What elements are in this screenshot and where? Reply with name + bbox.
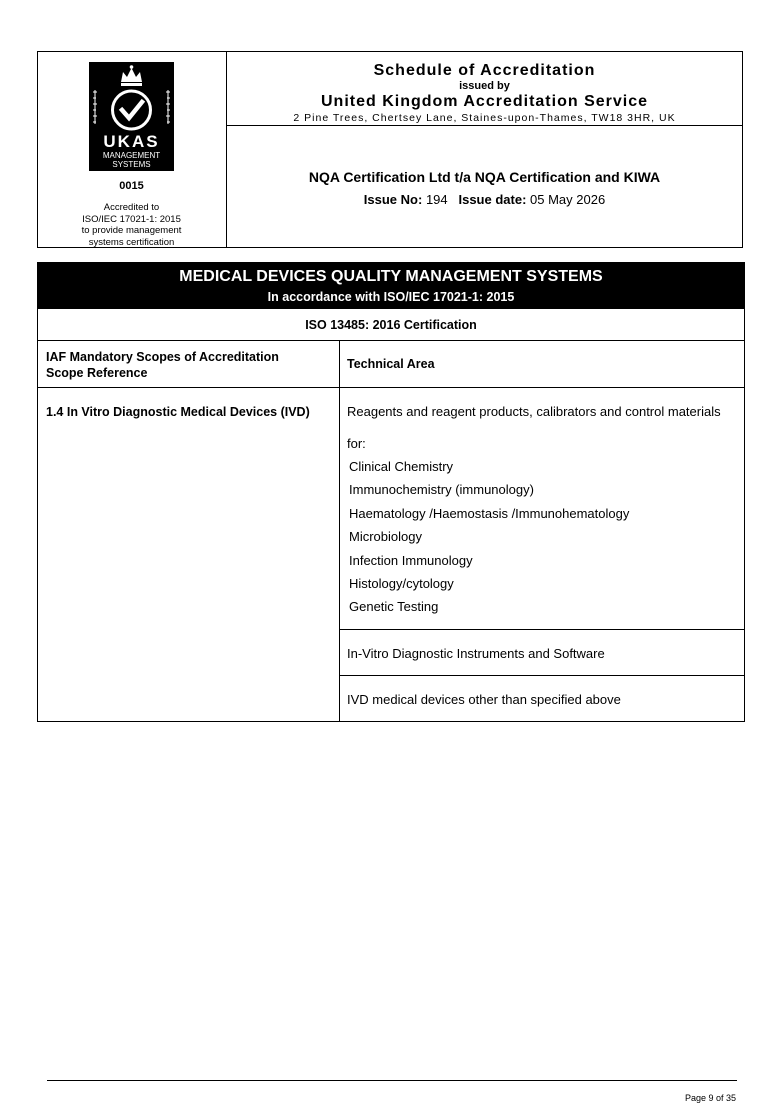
issue-date-label: Issue date: <box>458 192 527 207</box>
page-number: Page 9 of 35 <box>684 1093 736 1103</box>
issue-no-value: 194 <box>425 192 448 207</box>
section-subtitle: In accordance with ISO/IEC 17021-1: 2015 <box>267 290 515 304</box>
logo-brand: UKAS <box>103 132 160 151</box>
list-item: Genetic Testing <box>349 599 439 615</box>
footer-divider <box>47 1080 737 1081</box>
section-title: MEDICAL DEVICES QUALITY MANAGEMENT SYSTEMS <box>179 268 603 285</box>
logo-cell <box>38 52 227 247</box>
title-cell <box>227 52 742 126</box>
technical-area-header: Technical Area <box>347 357 435 371</box>
header-row-divider <box>38 387 744 388</box>
scope-column-header-line2: Scope Reference <box>46 366 148 380</box>
technical-area-main: Reagents and reagent products, calibrators and control materials <box>347 404 721 419</box>
technical-area-instruments: In-Vitro Diagnostic Instruments and Software <box>347 646 605 661</box>
technical-area-other: IVD medical devices other than specified above <box>347 692 621 707</box>
technical-area-for: for: <box>347 436 366 451</box>
section-band <box>38 263 744 309</box>
accreditation-statement <box>38 202 225 248</box>
certification-row: ISO 13485: 2016 Certification <box>38 309 744 341</box>
list-item: Infection Immunology <box>349 552 473 568</box>
schedule-title: Schedule of Accreditation <box>373 62 596 79</box>
row-divider <box>339 675 744 676</box>
list-item: Haematology /Haemostasis /Immunohematology <box>349 505 630 521</box>
scope-reference: 1.4 In Vitro Diagnostic Medical Devices (IVD) <box>46 405 310 419</box>
accreditation-number: 0015 <box>119 180 144 192</box>
issue-date-value: 05 May 2026 <box>530 192 606 207</box>
logo-subtitle-line2: SYSTEMS <box>112 160 151 169</box>
issued-by: issued by <box>459 80 510 92</box>
list-item: Microbiology <box>349 529 422 545</box>
organisation-cell <box>227 126 742 247</box>
accreditation-header <box>37 51 743 248</box>
scope-column-header-line1: IAF Mandatory Scopes of Accreditation <box>46 350 279 364</box>
ukas-logo <box>89 62 174 171</box>
accreditation-line4: systems certification <box>88 236 175 248</box>
authority-address: 2 Pine Trees, Chertsey Lane, Staines-upon-Thames, TW18 3HR, UK <box>293 112 676 124</box>
organisation-name: NQA Certification Ltd t/a NQA Certification and KIWA <box>308 169 661 185</box>
list-item: Histology/cytology <box>349 575 454 591</box>
scope-table <box>37 262 745 722</box>
accreditation-line3: to provide management <box>81 225 182 236</box>
accreditation-line2: ISO/IEC 17021-1: 2015 <box>82 213 181 225</box>
list-item: Immunochemistry (immunology) <box>349 482 534 498</box>
logo-subtitle-line1: MANAGEMENT <box>102 151 161 160</box>
list-item: Clinical Chemistry <box>349 459 454 474</box>
scope-column-header <box>46 349 336 381</box>
issue-line <box>227 192 742 207</box>
issue-no-label: Issue No: <box>363 192 423 207</box>
accreditation-line1: Accredited to <box>103 202 160 213</box>
authority-name: United Kingdom Accreditation Service <box>320 93 648 110</box>
technical-area-list <box>349 459 629 623</box>
logo-subtitle <box>89 151 174 169</box>
column-divider <box>339 341 340 722</box>
row-divider <box>339 629 744 630</box>
